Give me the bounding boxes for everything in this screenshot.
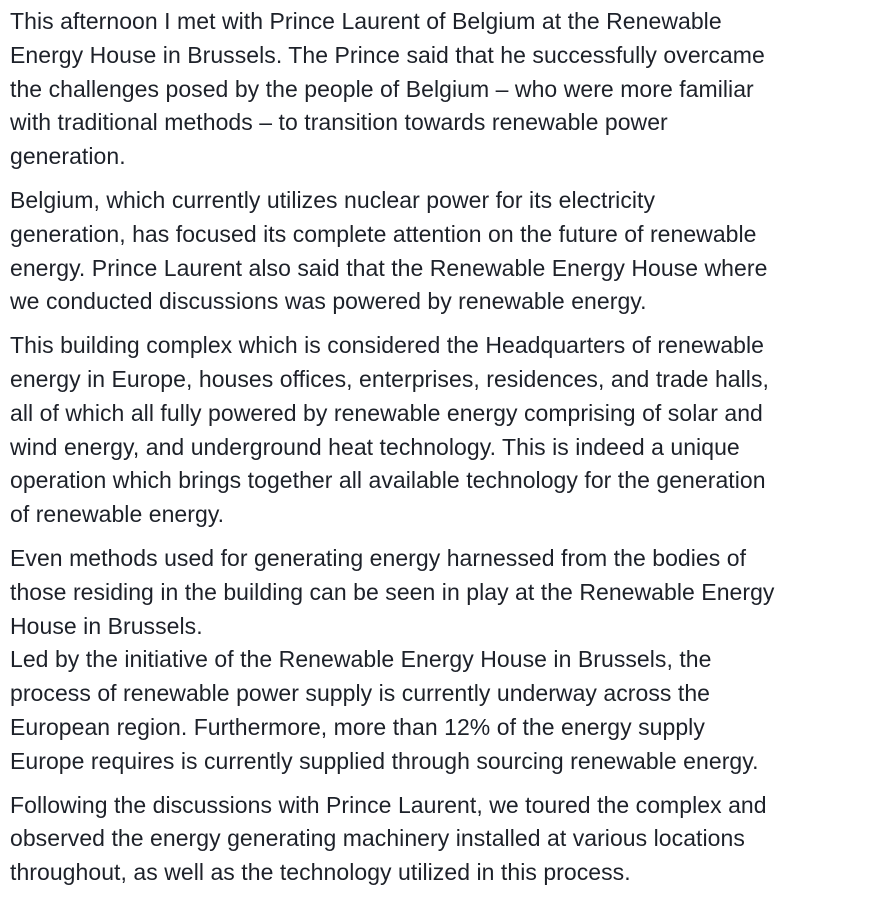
- post-paragraph-6: Following the discussions with Prince Laurent, we toured the complex and observed the energy generating machinery installed at various locations throughout, as well as the technology utilized in this process.: [10, 791, 767, 886]
- post-paragraph-2: Belgium, which currently utilizes nuclear power for its electricity generation, has focused its complete attention on the future of renewable energy. Prince Laurent also said that the Renewable Energy House where we conducted discussions was powered by renewable energy.: [10, 186, 768, 315]
- post-paragraph-3: This building complex which is considered the Headquarters of renewable energy in Europe, houses offices, enterprises, residences, and trade halls, all of which all fully powered by renewable energy comprising of solar and wind energy, and underground heat technology. This is indeed a unique operation which brings together all available technology for the generation of renewable energy.: [10, 332, 769, 528]
- post-paragraph-5: Led by the initiative of the Renewable Energy House in Brussels, the process of renewable power supply is currently underway across the European region. Furthermore, more than 12% of the energy supply Europe requires is currently supplied through sourcing renewable energy.: [10, 646, 759, 774]
- post-paragraph-1: This afternoon I met with Prince Laurent of Belgium at the Renewable Energy House in Brussels. The Prince said that he successfully overcame the challenges posed by the people of Belgium – who were more familiar with traditional methods – to transition towards renewable power generation.: [10, 8, 765, 170]
- post-paragraph-4: Even methods used for generating energy harnessed from the bodies of those residing in the building can be seen in play at the Renewable Energy House in Brussels.: [10, 544, 775, 639]
